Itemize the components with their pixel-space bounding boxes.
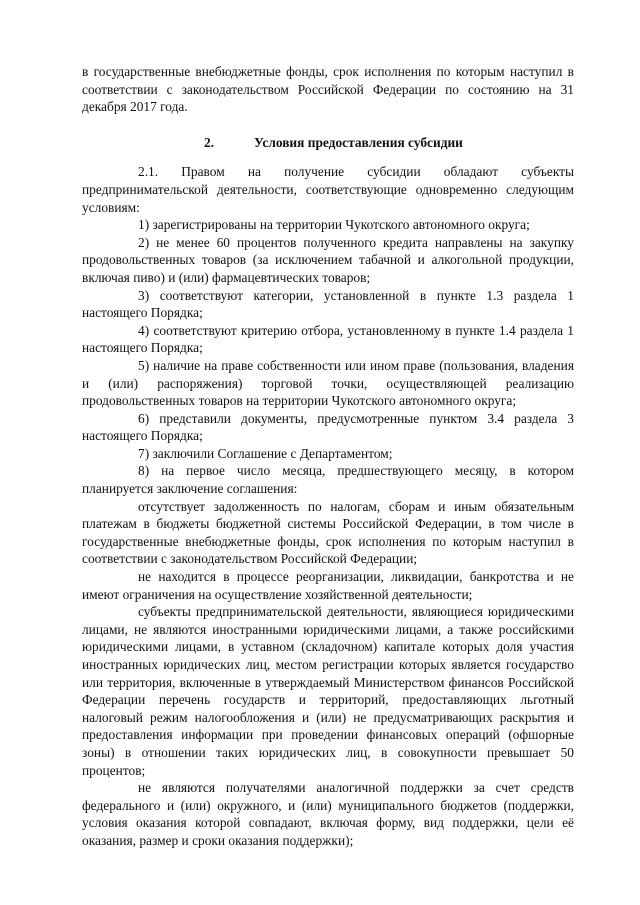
paragraph-2-1: 2.1. Правом на получение субсидии обладают субъекты предпринимательской деятельности, соответствующие одновременно следующим условиям: [82,164,574,215]
sub-condition-no-reorganization: не находится в процессе реорганизации, ликвидации, банкротства и не имеют ограничения на осуществление хозяйственной деятельности; [82,569,574,602]
section-title: Условия предоставления субсидии [254,134,463,150]
condition-3: 3) соответствуют категории, установленной в пункте 1.3 раздела 1 настоящего Порядка; [82,287,574,321]
condition-2: 2) не менее 60 процентов полученного кредита направлены на закупку продовольственных товаров (за исключением табачной и алкогольной продукции, включая пиво) и (или) фармацевтических товаров; [82,234,574,285]
sub-condition-no-similar-support: не являются получателями аналогичной поддержки за счет средств федерального и (или) окружного, и (или) муниципального бюджетов (поддержки, условия оказания которой совпадают, включая форму, вид поддержки, цели её оказания, размер и сроки оказания поддержки); [82,780,574,848]
sub-condition-no-debt: отсутствует задолженность по налогам, сборам и иным обязательным платежам в бюджеты бюджетной системы Российской Федерации, в том числе в государственные внебюджетные фонды, срок исполнения по которым наступил в соответствии с законодательством Российской Федерации; [82,498,574,567]
section-number: 2. [204,134,215,150]
condition-6: 6) представили документы, предусмотренные пунктом 3.4 раздела 3 настоящего Порядка; [82,410,574,444]
condition-8: 8) на первое число месяца, предшествующего месяцу, в котором планируется заключение соглашения: [82,463,574,497]
continuation-paragraph: в государственные внебюджетные фонды, срок исполнения по которым наступил в соответствии с законодательством Российской Федерации по состоянию на 31 декабря 2017 года. [82,64,574,115]
condition-4: 4) соответствуют критерию отбора, установленному в пункте 1.4 раздела 1 настоящего Порядка; [82,322,574,356]
condition-1: 1) зарегистрированы на территории Чукотского автономного округа; [138,217,530,233]
condition-7: 7) заключили Соглашение с Департаментом; [138,445,393,461]
sub-condition-not-foreign: субъекты предпринимательской деятельности, являющиеся юридическими лицами, не являются иностранными юридическими лицами, а также российскими юридическими лицами, в уставном (складочном) капитале которых доля участия иностранных юридических лиц, местом регистрации которых является государство или территория, включенные в утверждаемый Министерством финансов Российской Федерации перечень государств и территорий, предоставляющих льготный налоговый режим налогообложения и (или) не предусматривающих раскрытия и предоставления информации при проведении финансовых операций (офшорные зоны) в отношении таких юридических лиц, в совокупности превышает 50 процентов; [82,604,574,778]
condition-5: 5) наличие на праве собственности или ином праве (пользования, владения и (или) распоряжения) торговой точки, осуществляющей реализацию продовольственных товаров на территории Чукотского автономного округа; [82,357,574,409]
document-page [82,63,574,850]
section-heading [82,134,574,152]
